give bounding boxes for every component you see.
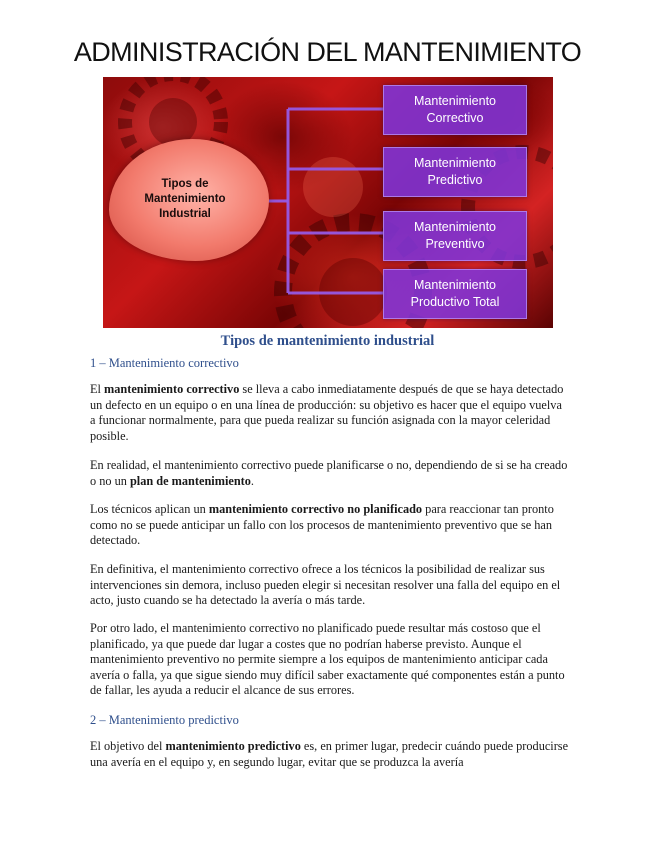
document-title: ADMINISTRACIÓN DEL MANTENIMIENTO: [73, 37, 582, 67]
text-run: En realidad, el mantenimiento correctivo puede planificarse o no, dependiendo de si se ha creado o no un: [90, 458, 568, 488]
box-mantenimiento-preventivo: Mantenimiento Preventivo: [383, 211, 527, 261]
text-run: .: [250, 473, 254, 488]
bold-term: mantenimiento predictivo: [165, 739, 301, 754]
section-heading-predictivo: 2 – Mantenimiento predictivo: [90, 713, 239, 727]
section-heading-correctivo: 1 – Mantenimiento correctivo: [90, 356, 239, 370]
text-run: Por otro lado, el mantenimiento correctivo no planificado puede resultar más costoso que el planificado, ya que puede dar lugar a costes que no podrían haberse previsto. Aunque el mantenimiento preventivo no permite siempre a los equipos de mantenimiento anticipar cada avería o falla, ya que sigue siendo muy difícil saber exactamente qué componentes están a punto de fallar, les ayuda a reducir el alcance de sus errores.: [90, 621, 565, 698]
box-mantenimiento-productivo-total: Mantenimiento Productivo Total: [383, 269, 527, 319]
box-mantenimiento-predictivo: Mantenimiento Predictivo: [383, 147, 527, 197]
paragraph: [90, 739, 570, 770]
text-run: El objetivo del: [90, 739, 166, 754]
bold-term: mantenimiento correctivo no planificado: [208, 502, 423, 517]
paragraph: [90, 502, 570, 549]
box-mantenimiento-correctivo: Mantenimiento Correctivo: [383, 85, 527, 135]
text-run: El: [90, 382, 105, 397]
bold-term: mantenimiento correctivo: [104, 382, 240, 397]
text-run: Los técnicos aplican un: [90, 502, 209, 517]
text-run: se lleva a cabo inmediatamente después de que se haya detectado un defecto en un equipo o en una línea de producción: su objetivo es hacer que el equipo vuelva a funcionar normalmente, para que pueda realizar su función asignada con la mayor celeridad posible.: [90, 382, 564, 443]
text-run: para reaccionar tan pronto como no se puede anticipar un fallo con los procesos de mantenimiento preventivo que se han detectado.: [90, 502, 554, 548]
paragraph: [90, 621, 570, 699]
paragraph: [90, 382, 570, 444]
paragraph: [90, 562, 570, 609]
center-label: Tipos de Mantenimiento Industrial: [144, 178, 226, 220]
text-run: En definitiva, el mantenimiento correctivo ofrece a los técnicos la posibilidad de realizar sus intervenciones sin demora, incluso pueden elegir si necesitan resolver una falla del equipo en el acto, justo cuando se ha detectado la avería o más tarde.: [90, 562, 561, 608]
paragraph: [90, 458, 570, 489]
maintenance-types-diagram: [103, 77, 553, 328]
figure-caption: Tipos de mantenimiento industrial: [220, 333, 435, 349]
bold-term: plan de mantenimiento: [129, 473, 251, 488]
text-run: es, en primer lugar, predecir cuándo puede producirse una avería en el equipo y, en segundo lugar, evitar que se produzca la avería: [90, 739, 569, 769]
